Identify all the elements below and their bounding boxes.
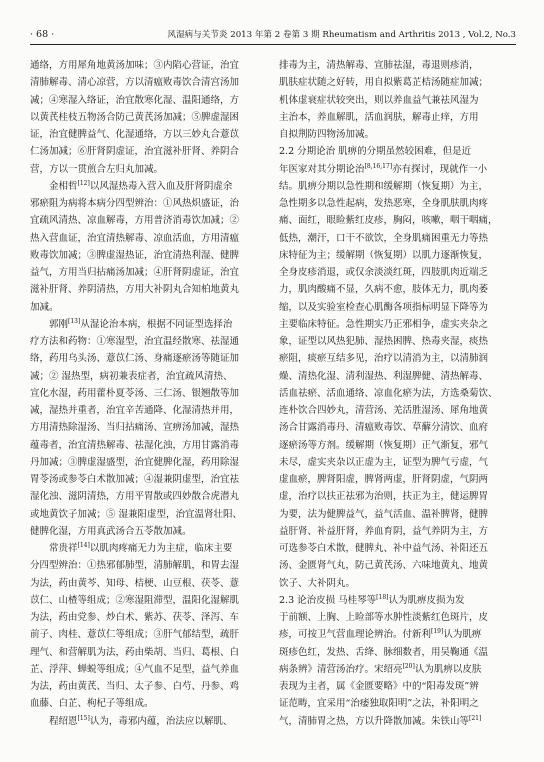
- citation-marker: [18]: [376, 593, 389, 601]
- text-line: 清肺解毒、清心凉营，方以清瘟败毒饮合清宫汤加: [30, 77, 240, 89]
- text-line: 疹，可按卫气营血理论辨治。付新利[19]认为肌痹: [279, 628, 482, 641]
- text-line: 程绍恩[15]认为，毒邪内蕴，治法应以解肌、: [49, 714, 233, 727]
- text-line: 湿化浊、滋阴清热，方用平胃散或四妙散合虎潜丸: [30, 491, 240, 503]
- text-line: 益肝肾、补益肝肾，养血育阴，益气养阴为主，方: [279, 525, 489, 537]
- text-line: 或地黄饮子加减；⑤ 湿兼阳虚型，治宜温肾壮阳、: [30, 508, 243, 520]
- text-line: 表现为主者，属《金匮要略》中的“阳毒发斑”辨: [279, 681, 479, 692]
- text-line: 活血祛瘀、活血通络、凉血化瘀为法，方选桑菊饮、: [279, 387, 498, 399]
- text-line: 郭刚[13]从湿论治本病，根据不同证型选择治: [49, 317, 233, 330]
- text-line: 于前额、上胸、上睑部等水肿性淡紫红色斑片，皮: [279, 612, 489, 623]
- text-line: 营，方以一贯煎合左归丸加减。: [30, 163, 164, 175]
- text-line: 益气，方用当归拈痛汤加减；④肝肾阴虚证，治宜: [30, 267, 240, 278]
- citation-marker: [21]: [469, 714, 482, 722]
- text-line: 理气、和营解肌为法，药由柴胡、当归、葛根、白: [30, 646, 240, 658]
- text-line: 方用清热除湿汤、当归拈痛汤、宣痹汤加减，湿热: [30, 422, 240, 434]
- text-line: 主治本，养血解肌，活血润肤，解毒止痒，方用: [279, 111, 479, 123]
- text-line: 低热，潮汗，口干不欲饮，全身肌痛困重无力等热: [279, 232, 489, 244]
- text-line: 为法，药由党参、炒白术、紫苏、茯苓、泽泻、车: [30, 612, 240, 623]
- text-line: 连朴饮合四妙丸，清营汤、羌活胜湿汤、犀角地黄: [279, 405, 489, 416]
- text-line: 病条辨》清营汤治疗。宋绍亮[20]认为肌痹以皮肤: [279, 662, 482, 675]
- citation-marker: [14]: [77, 542, 90, 549]
- text-line: 苡仁、山楂等组成；②寒湿阻滞型，温阳化湿解肌: [30, 594, 240, 606]
- text-line: 2.2 分期论治 肌痹的分期虽然较困难，但是近: [279, 146, 472, 158]
- text-line: 加减。: [30, 301, 59, 313]
- text-line: 力，肌肉酸痛不显，久病不愈，肢体无力，肌肉萎: [279, 284, 489, 296]
- text-line: 丹加减；③脾虚湿盛型，治宜健脾化湿，药用除湿: [30, 456, 240, 468]
- text-line: 疗方法和药物：①寒湿型，治宜温经散寒、祛湿通: [30, 336, 240, 347]
- citation-marker: [13]: [68, 317, 81, 325]
- text-line: 前子、肉桂、薏苡仁等组成；③肝气郁结型，疏肝: [30, 629, 240, 641]
- text-line: 宣化水湿，药用藿朴夏苓汤、三仁汤、银翘散等加: [30, 387, 240, 399]
- running-header: [30, 28, 516, 45]
- page-number: · 68 ·: [30, 29, 55, 40]
- text-line: 蕴毒者，治宜清热解毒、祛湿化浊，方用甘露消毒: [30, 439, 240, 451]
- text-line: 金相哲[12]以风湿热毒入营入血及肝肾阴虚余: [49, 179, 233, 192]
- text-line: 燥、清热化湿、清利湿热、利湿脾健、清热解毒、: [279, 370, 489, 382]
- text-line: 主要临床特征。急性期实乃正邪相争，虚实夹杂之: [279, 318, 489, 330]
- text-line: 芷、浮萍、蝉蜕等组成；④气血不足型，益气养血: [30, 663, 240, 675]
- text-line: 虚，治疗以扶正祛邪为治则，扶正为主，健运脾胃: [279, 491, 489, 503]
- text-line: 邪瘀阻为病将本病分四型辨治：①风热炽盛证，治: [30, 198, 240, 209]
- text-line: 斑疹色红，发热、舌绛、脉细数者，用吴鞠通《温: [279, 646, 489, 658]
- text-line: 络，药用乌头汤、薏苡仁汤、身痛逐瘀汤等随证加: [30, 353, 240, 365]
- text-line: 常贵祥[14]以肌肉疼痛无力为主症，临床主要: [49, 542, 233, 554]
- text-line: 2.3 论治皮损 马桂琴等[18]认为肌痹皮损为发: [279, 593, 465, 606]
- text-line: 排毒为主，清热解毒、宣肺祛湿，毒退则疹消，: [279, 60, 479, 71]
- text-line: 肌肤症状随之好转，用自拟紫葛芷桔汤随症加减；: [279, 77, 489, 89]
- citation-marker: [15]: [77, 714, 90, 722]
- text-line: 未尽，虚实夹杂以正虚为主，证型为脾气亏虚，气: [279, 456, 489, 468]
- text-line: 缩，以及实验室检查心肌酶各项指标明显下降等为: [279, 301, 489, 313]
- text-line: 自拟荆防四物汤加减。: [279, 129, 375, 140]
- citation-marker: [19]: [431, 628, 444, 636]
- text-line: 汤、金匮肾气丸，防己黄芪汤、六味地黄丸、地黄: [279, 560, 489, 572]
- text-line: 机体虚衰症状较突出，则以养血益气兼祛风湿为: [279, 94, 479, 106]
- text-line: 证，治宜健脾益气、化湿通络，方以三妙丸合薏苡: [30, 129, 240, 140]
- text-line: 饮子、大补阴丸。: [279, 577, 356, 589]
- text-line: 为法，药由黄芪、当归、太子参、白芍、丹参、鸡: [30, 681, 240, 692]
- text-line: 结。肌痹分期以急性期和缓解期（恢复期）为主，: [279, 180, 489, 192]
- text-line: 虚血瘀，脾肾阳虚，脾肾两虚，肝肾阴虚，气阴两: [279, 474, 489, 485]
- text-line: 血藤、白芷、枸杞子等组成。: [30, 698, 154, 710]
- text-line: 瘀阻，痰瘀互结多见，治疗以清消为主，以清肺润: [279, 353, 489, 365]
- text-line: 热入营血证，治宜清热解毒、凉血活血，方用清瘟: [30, 232, 240, 244]
- journal-header: 风湿病与关节炎 2013 年第 2 卷第 3 期 Rheumatism and Arthritis 2013 , Vol.2, No.3: [167, 30, 516, 40]
- text-line: 可选参苓白术散，健脾丸、补中益气汤、补阳还五: [279, 543, 489, 554]
- citation-marker: [12]: [77, 179, 90, 187]
- right-column: [279, 57, 517, 730]
- text-line: 为要，法为健脾益气，益气活血、温补脾肾，健脾: [279, 508, 489, 520]
- text-line: 年医家对其分期论治[8,16,17]亦有探讨，现就作一小: [279, 162, 488, 175]
- citation-marker: [20]: [402, 662, 415, 670]
- text-line: 减，湿热并重者，治宜辛苦通降、化湿清热并用，: [30, 405, 240, 416]
- text-line: 证范畴，宜采用“治痿独取阳明”之法，补阳明之: [279, 698, 479, 710]
- text-line: 败毒饮加减；③脾虚湿热证，治宜清热利湿、健脾: [30, 249, 240, 261]
- text-line: 胃苓汤或参苓白术散加减；④湿兼阴虚型，治宜祛: [30, 474, 240, 485]
- text-line: 通络，方用犀角地黄汤加味；③内陷心营证，治宜: [30, 60, 240, 71]
- text-line: 象，证型以风热犯肺、湿热困脾、热毒夹湿，痰热: [279, 336, 489, 347]
- text-line: 分四型辨治：①热邪郁肺型，清肺解肌，和胃去湿: [30, 560, 240, 572]
- text-line: 汤合甘露消毒丹、清瘟败毒饮、草薢分清饮、血府: [279, 422, 489, 434]
- text-line: 滋补肝肾、养阴清热，方用大补阴丸合知柏地黄丸: [30, 284, 240, 296]
- text-line: 宜疏风清热、凉血解毒，方用普济消毒饮加减；②: [30, 215, 240, 227]
- text-line: 以黄芪桂枝五物汤合防己黄芪汤加减；⑤脾虚湿困: [30, 111, 240, 123]
- text-line: 健脾化湿，方用真武汤合五苓散加减。: [30, 525, 192, 537]
- text-line: 急性期多以急性起病，发热恶寒，全身肌肤肌肉疼: [279, 198, 489, 209]
- text-line: 逐瘀汤等方剂。缓解期（恢复期）正气渐复，邪气: [279, 439, 489, 451]
- text-line: 床特征为主；缓解期（恢复期）以肌力逐渐恢复，: [279, 249, 489, 261]
- text-line: 减；④寒湿入络证，治宜散寒化湿、温阳通络，方: [30, 94, 240, 106]
- citation-marker: [8,16,17]: [364, 162, 393, 170]
- text-line: 全身皮疹消退，或仅余淡淡红斑，四肢肌肉近端乏: [279, 267, 489, 278]
- text-line: 痛、面红，眼睑紫红皮疹，胸闷，咳嗽，咽干咽痛，: [279, 215, 498, 227]
- text-line: 减；② 湿热型，病初兼表症者，治宜疏风清热、: [30, 370, 233, 382]
- text-line: 为法，药由黄芩、知母、桔梗、山豆根、茯苓、薏: [30, 577, 240, 589]
- text-line: 气，清肺胃之热，方以升降散加减。朱铁山等[21]: [279, 714, 482, 727]
- text-line: 仁汤加减；⑥肝肾阴虚证，治宜滋补肝肾、养阴合: [30, 146, 240, 158]
- left-column: [30, 57, 268, 730]
